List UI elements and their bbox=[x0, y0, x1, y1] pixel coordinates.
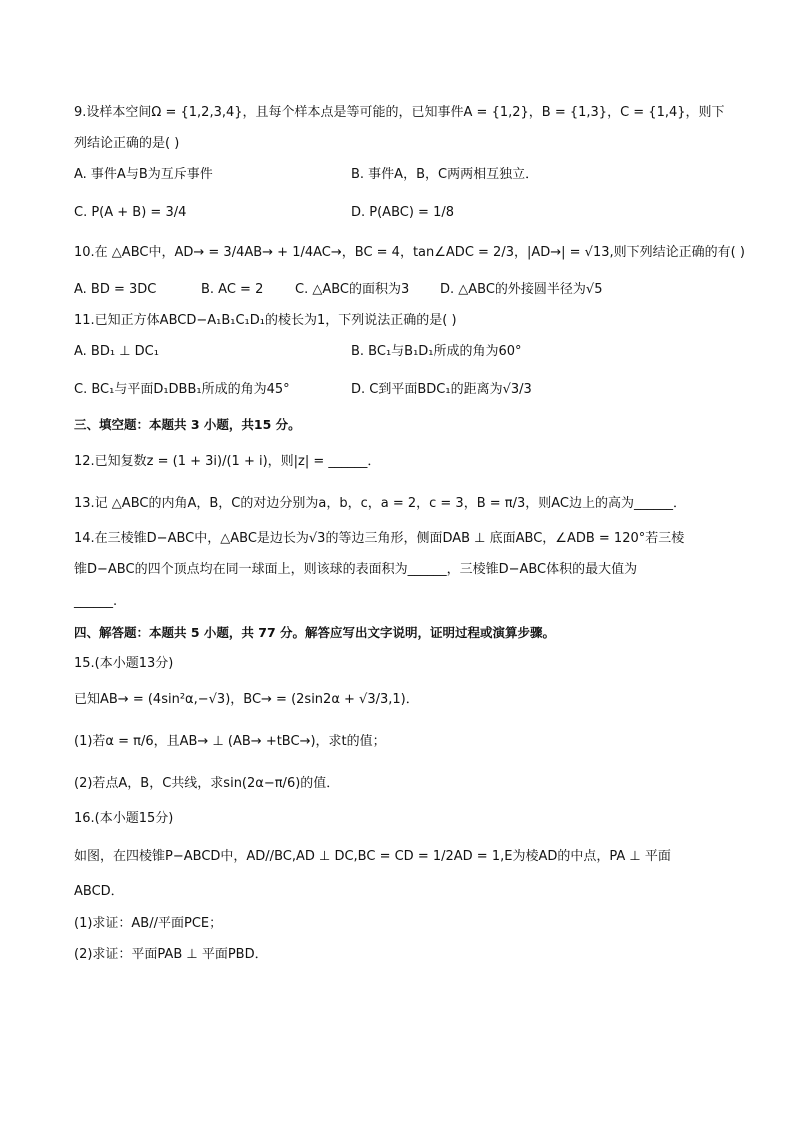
q10-option-c: C. △ABC的面积为3 bbox=[295, 282, 410, 297]
q10-option-a: A. BD = 3DC bbox=[74, 282, 157, 297]
q16-part2: (2)求证：平面PAB ⊥ 平面PBD． bbox=[74, 947, 268, 962]
q10-option-b: B. AC = 2 bbox=[201, 282, 264, 297]
q11-option-a: A. BD₁ ⊥ DC₁ bbox=[74, 344, 159, 359]
q14-stem-line1: 14.在三棱锥D−ABC中，△ABC是边长为√3的等边三角形，侧面DAB ⊥ 底面ABC，∠ADB = 120°若三棱 bbox=[74, 531, 685, 546]
q16-given-line2: ABCD． bbox=[74, 884, 124, 899]
section-fill-in-heading: 三、填空题：本题共 3 小题，共15 分。 bbox=[74, 417, 301, 432]
q9-option-a: A. 事件A与B为互斥事件 bbox=[74, 167, 213, 182]
q15-part2: (2)若点A，B，C共线，求sin(2α−π/6)的值． bbox=[74, 776, 340, 791]
q14-stem-line3: ______. bbox=[74, 594, 118, 609]
q9-option-b: B. 事件A，B，C两两相互独立． bbox=[351, 167, 539, 182]
q16-part1: (1)求证：AB//平面PCE； bbox=[74, 916, 223, 931]
q15-part1: (1)若α = π/6，且AB→ ⊥ (AB→ +tBC→)，求t的值； bbox=[74, 734, 386, 749]
q12-stem: 12.已知复数z = (1 + 3i)/(1 + i)，则|z| = ______． bbox=[74, 454, 381, 469]
q9-stem-line2: 列结论正确的是( ) bbox=[74, 136, 180, 151]
q11-option-b: B. BC₁与B₁D₁所成的角为60° bbox=[351, 344, 522, 359]
q15-given: 已知AB→ = (4sin²α,−√3)，BC→ = (2sin2α + √3/3,1)． bbox=[74, 692, 419, 707]
q16-header: 16.(本小题15分) bbox=[74, 811, 174, 826]
q9-option-c: C. P(A + B) = 3/4 bbox=[74, 205, 187, 220]
q15-header: 15.(本小题13分) bbox=[74, 656, 174, 671]
section-solution-heading: 四、解答题：本题共 5 小题，共 77 分。解答应写出文字说明，证明过程或演算步骤。 bbox=[74, 625, 556, 640]
q11-stem: 11.已知正方体ABCD−A₁B₁C₁D₁的棱长为1，下列说法正确的是( ) bbox=[74, 313, 457, 328]
q9-stem-line1: 9.设样本空间Ω = {1,2,3,4}，且每个样本点是等可能的，已知事件A = {1,2}，B = {1,3}，C = {1,4}，则下 bbox=[74, 105, 725, 120]
q11-option-d: D. C到平面BDC₁的距离为√3/3 bbox=[351, 382, 532, 397]
q16-given-line1: 如图，在四棱锥P−ABCD中，AD//BC,AD ⊥ DC,BC = CD = 1/2AD = 1,E为棱AD的中点，PA ⊥ 平面 bbox=[74, 849, 671, 864]
q9-option-d: D. P(ABC) = 1/8 bbox=[351, 205, 454, 220]
q14-stem-line2: 锥D−ABC的四个顶点均在同一球面上，则该球的表面积为______，三棱锥D−ABC体积的最大值为 bbox=[74, 562, 638, 577]
q10-option-d: D. △ABC的外接圆半径为√5 bbox=[440, 282, 603, 297]
q10-stem: 10.在 △ABC中，AD→ = 3/4AB→ + 1/4AC→，BC = 4，tan∠ADC = 2/3，|AD→| = √13,则下列结论正确的有( ) bbox=[74, 245, 745, 260]
q13-stem: 13.记 △ABC的内角A，B，C的对边分别为a，b，c，a = 2，c = 3，B = π/3，则AC边上的高为______． bbox=[74, 496, 686, 511]
q11-option-c: C. BC₁与平面D₁DBB₁所成的角为45° bbox=[74, 382, 290, 397]
